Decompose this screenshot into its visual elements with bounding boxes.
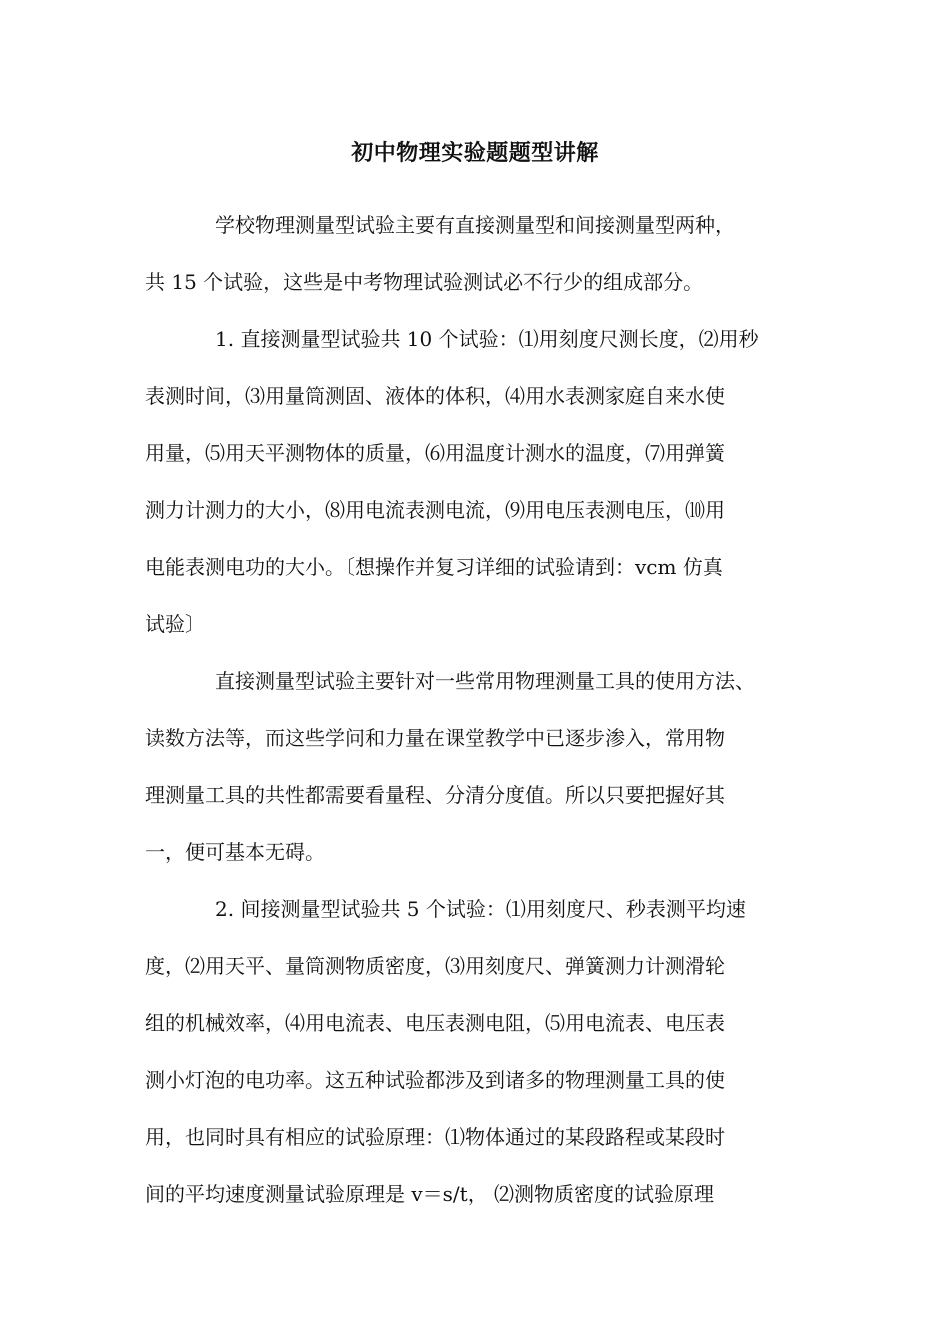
- text-line: 测小灯泡的电功率。这五种试验都涉及到诸多的物理测量工具的使: [145, 1068, 725, 1092]
- text-line: 1. 直接测量型试验共 10 个试验：⑴用刻度尺测长度，⑵用秒: [215, 327, 759, 351]
- text-line: 间的平均速度测量试验原理是 v＝s/t， ⑵测物质密度的试验原理: [145, 1182, 715, 1206]
- text-line: 用，也同时具有相应的试验原理：⑴物体通过的某段路程或某段时: [145, 1125, 725, 1149]
- text-line: 度，⑵用天平、量筒测物质密度，⑶用刻度尺、弹簧测力计测滑轮: [145, 954, 725, 978]
- text-line: 一，便可基本无碍。: [145, 840, 325, 864]
- text-line: 共 15 个试验，这些是中考物理试验测试必不行少的组成部分。: [145, 270, 704, 294]
- text-line: 试验〕: [145, 612, 205, 636]
- text-line: 学校物理测量型试验主要有直接测量型和间接测量型两种，: [215, 213, 735, 237]
- text-line: 2. 间接测量型试验共 5 个试验：⑴用刻度尺、秒表测平均速: [215, 897, 746, 921]
- text-line: 测力计测力的大小，⑻用电流表测电流，⑼用电压表测电压，⑽用: [145, 498, 725, 522]
- text-line: 用量，⑸用天平测物体的质量，⑹用温度计测水的温度，⑺用弹簧: [145, 441, 725, 465]
- text-line: 组的机械效率，⑷用电流表、电压表测电阻，⑸用电流表、电压表: [145, 1011, 725, 1035]
- text-line: 读数方法等，而这些学问和力量在课堂教学中已逐步渗入，常用物: [145, 726, 725, 750]
- text-line: 直接测量型试验主要针对一些常用物理测量工具的使用方法、: [215, 669, 755, 693]
- page-title: 初中物理实验题题型讲解: [351, 140, 599, 166]
- text-line: 表测时间，⑶用量筒测固、液体的体积，⑷用水表测家庭自来水使: [145, 384, 725, 408]
- text-line: 电能表测电功的大小。〔想操作并复习详细的试验请到：vcm 仿真: [145, 555, 723, 579]
- text-line: 理测量工具的共性都需要看量程、分清分度值。所以只要把握好其: [145, 783, 725, 807]
